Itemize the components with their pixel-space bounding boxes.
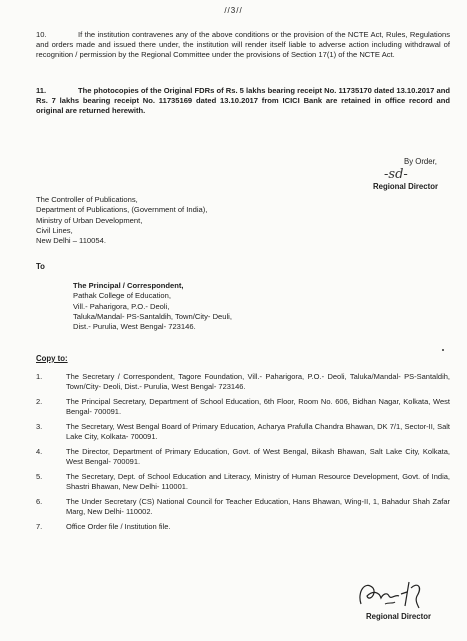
list-item-number: 3. — [36, 422, 43, 431]
paragraph-text: The photocopies of the Original FDRs of Rs. 5 lakhs bearing receipt No. 11735170 dated 13.10.2017 and Rs. 7 lakhs bearing receipt No. 11735169 dated 13.10.2017 from ICICI Bank are retained in office record and original are returned herewith. — [36, 86, 450, 116]
address-line: Civil Lines, — [36, 225, 73, 235]
list-item — [36, 397, 450, 417]
copy-to-list — [36, 372, 450, 537]
list-item-text: The Secretary, Dept. of School Education and Literacy, Ministry of Human Resource Development, Govt. of India, Shastri Bhawan, New Delhi- 110001. — [66, 472, 450, 491]
list-item — [36, 472, 450, 492]
address-line: The Controller of Publications, — [36, 195, 138, 204]
to-label: To — [36, 262, 45, 271]
paragraph-10 — [36, 30, 450, 61]
list-item-number: 6. — [36, 497, 43, 506]
list-item — [36, 372, 450, 392]
principal-address — [73, 281, 393, 332]
controller-address — [36, 195, 336, 246]
list-item-number: 2. — [36, 397, 43, 406]
paragraph-11 — [36, 86, 450, 117]
list-item-text: The Under Secretary (CS) National Council for Teacher Education, Hans Bhawan, Wing-II, 1, Bahadur Shah Zafar Marg, New Delhi- 110002. — [66, 497, 450, 516]
address-line: Taluka/Mandal- PS-Santaldih, Town/City- Deuli, — [73, 311, 232, 321]
address-line: The Principal / Correspondent, — [73, 281, 184, 290]
regional-director-label-2: Regional Director — [366, 612, 431, 621]
copy-to-label: Copy to: — [36, 354, 68, 363]
list-item — [36, 522, 450, 532]
list-item-number: 1. — [36, 372, 43, 381]
list-item-number: 4. — [36, 447, 43, 456]
list-item-text: The Director, Department of Primary Education, Govt. of West Bengal, Bikash Bhawan, Salt Lake City, Kolkata, West Bengal- 700091. — [66, 447, 450, 466]
list-item — [36, 497, 450, 517]
list-item-number: 5. — [36, 472, 43, 481]
by-order: By Order, — [404, 157, 437, 166]
page-number: //3// — [224, 6, 243, 15]
list-item-text: Office Order file / Institution file. — [66, 522, 171, 531]
address-line: Ministry of Urban Development, — [36, 215, 143, 225]
margin-mark — [442, 349, 444, 351]
address-line: Pathak College of Education, — [73, 291, 171, 301]
signature-mark: -sd- — [384, 167, 408, 182]
regional-director-label: Regional Director — [373, 182, 438, 191]
list-item-number: 7. — [36, 522, 43, 531]
address-line: Department of Publications, (Government of India), — [36, 205, 208, 215]
list-item-text: The Secretary / Correspondent, Tagore Foundation, Vill.- Paharigora, P.O.- Deoli, Taluka/Mandal- PS-Santaldih, Town/City- Deoli, Dist.- Purulia, West Bengal- 723146. — [66, 372, 450, 391]
address-line: Vill.- Paharigora, P.O.- Deoli, — [73, 301, 170, 311]
paragraph-text: If the institution contravenes any of the above conditions or the provision of the NCTE Act, Rules, Regulations and orders made and issued there under, the institution will render itself liable to adverse action including withdrawal of recognition / permission by the Regional Committee under the provisions of Section 17(1) of the NCTE Act. — [36, 30, 450, 60]
list-item-text: The Secretary, West Bengal Board of Primary Education, Acharya Prafulla Chandra Bhawan, DK 7/1, Sector-II, Salt Lake City, Kolkata- 700091. — [66, 422, 450, 441]
list-item — [36, 447, 450, 467]
address-line: Dist.- Purulia, West Bengal- 723146. — [73, 322, 196, 332]
list-item — [36, 422, 450, 442]
paragraph-number: 10. — [36, 30, 47, 39]
paragraph-number: 11. — [36, 86, 47, 95]
list-item-text: The Principal Secretary, Department of School Education, 6th Floor, Room No. 606, Bidhan Nagar, Kolkata, West Bengal- 700091. — [66, 397, 450, 416]
address-line: New Delhi – 110054. — [36, 236, 106, 246]
